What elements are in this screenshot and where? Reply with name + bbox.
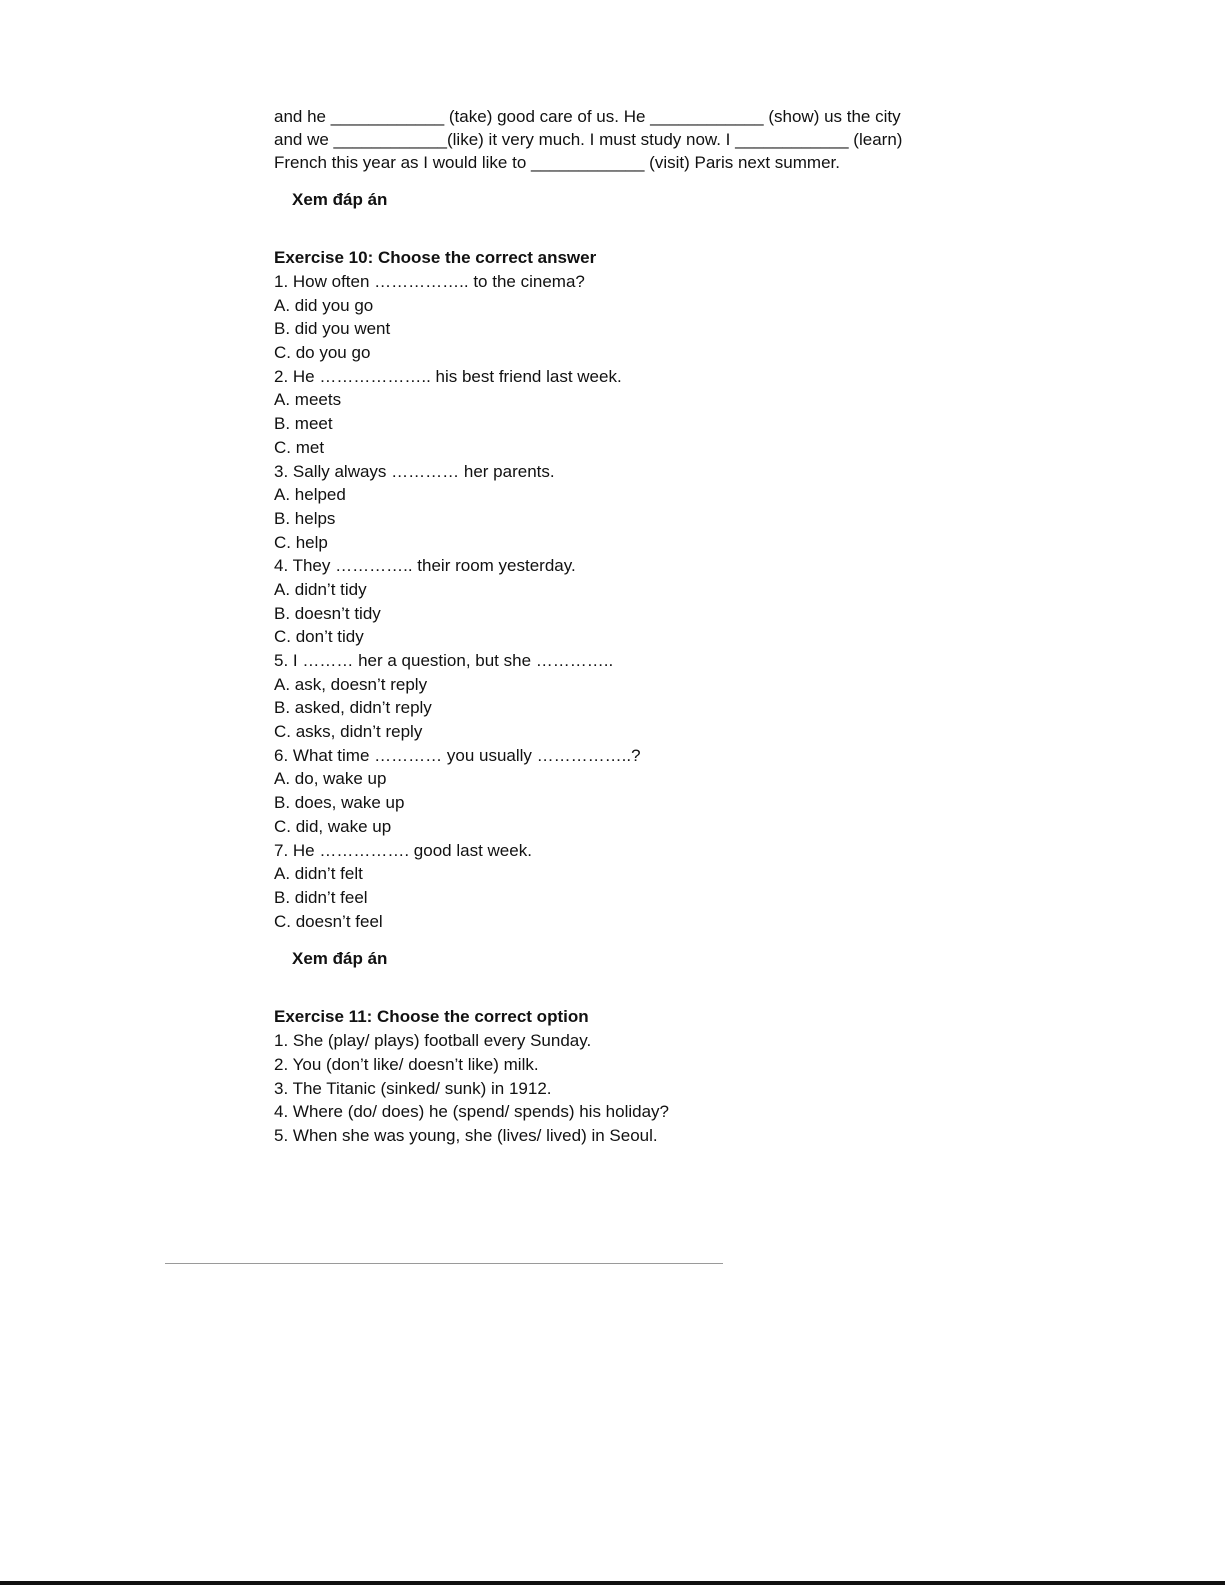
question-line: 3. Sally always ………… her parents.: [274, 461, 555, 481]
exercise-10-list: [274, 270, 974, 933]
option-line: C. did, wake up: [274, 816, 392, 836]
option-line: A. do, wake up: [274, 769, 387, 789]
document-page: [274, 105, 974, 1148]
question-line: 1. How often …………….. to the cinema?: [274, 272, 585, 291]
question-line: 4. Where (do/ does) he (spend/ spends) his holiday?: [274, 1102, 670, 1122]
option-line: C. do you go: [274, 343, 371, 363]
option-line: B. meet: [274, 414, 333, 434]
option-line: B. didn’t feel: [274, 887, 368, 907]
option-line: C. asks, didn’t reply: [274, 722, 423, 742]
question-line: 7. He ……………. good last week.: [274, 840, 532, 860]
question-line: 2. He ……………….. his best friend last week.: [274, 366, 622, 386]
option-line: A. helped: [274, 485, 346, 505]
option-line: B. doesn’t tidy: [274, 603, 381, 623]
option-line: B. did you went: [274, 319, 391, 339]
question-line: 5. I ……… her a question, but she …………..: [274, 651, 614, 670]
question-line: 3. The Titanic (sinked/ sunk) in 1912.: [274, 1078, 552, 1098]
exercise-11-list: [274, 1029, 974, 1147]
question-line: 4. They ………….. their room yesterday.: [274, 556, 576, 576]
show-answer-link-2[interactable]: Xem đáp án: [292, 949, 388, 969]
option-line: C. doesn’t feel: [274, 911, 383, 931]
option-line: A. didn’t felt: [274, 864, 363, 884]
option-line: C. met: [274, 437, 325, 457]
option-line: B. does, wake up: [274, 793, 405, 813]
question-line: 1. She (play/ plays) football every Sunday.: [274, 1031, 592, 1051]
paragraph-line: and we ____________(like) it very much. I must study now. I ____________ (learn): [274, 130, 903, 149]
paragraph-line: French this year as I would like to ____________ (visit) Paris next summer.: [274, 153, 840, 172]
option-line: C. help: [274, 532, 328, 552]
show-answer-link-1[interactable]: Xem đáp án: [292, 190, 388, 209]
option-line: B. asked, didn’t reply: [274, 698, 432, 718]
paragraph-line: and he ____________ (take) good care of us. He ____________ (show) us the city: [274, 107, 901, 126]
option-line: A. didn’t tidy: [274, 579, 367, 599]
question-line: 6. What time ………… you usually ……………..?: [274, 745, 641, 765]
footer-divider: [165, 1263, 723, 1264]
option-line: A. ask, doesn’t reply: [274, 674, 428, 694]
option-line: C. don’t tidy: [274, 627, 364, 647]
exercise-11-heading: Exercise 11: Choose the correct option: [274, 1007, 589, 1027]
option-line: B. helps: [274, 508, 336, 528]
question-line: 5. When she was young, she (lives/ lived) in Seoul.: [274, 1126, 658, 1145]
exercise-10-heading: Exercise 10: Choose the correct answer: [274, 248, 597, 267]
intro-paragraph: [274, 105, 974, 174]
option-line: A. did you go: [274, 295, 374, 315]
option-line: A. meets: [274, 390, 342, 410]
bottom-edge-bar: [0, 1581, 1225, 1585]
question-line: 2. You (don’t like/ doesn’t like) milk.: [274, 1054, 539, 1074]
